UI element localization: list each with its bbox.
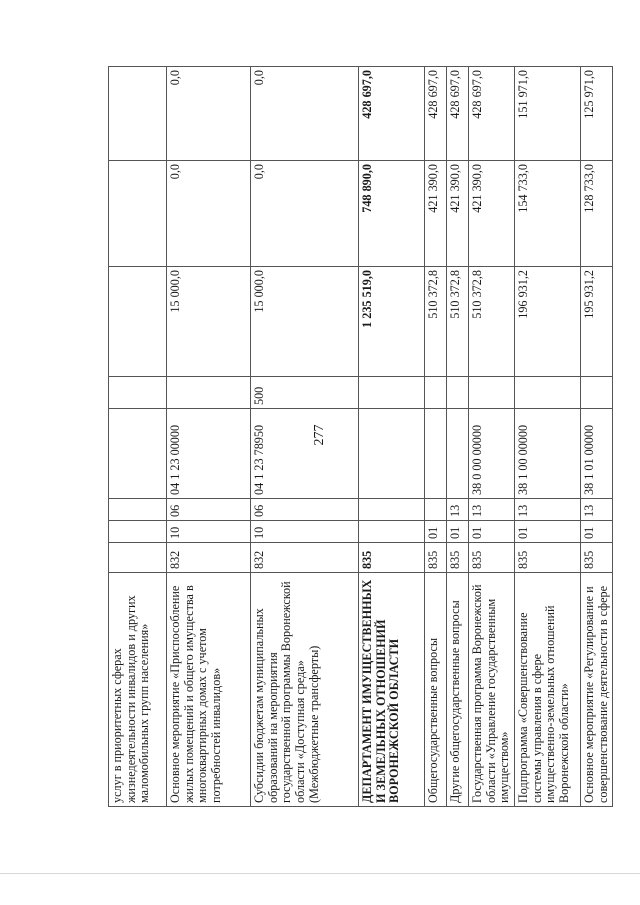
row-value-2020-cell: 428 697,0 [469,67,515,161]
budget-table [108,66,613,807]
row-value-2018-cell: 510 372,8 [469,267,515,377]
table-row [580,67,612,807]
row-name-cell: Основное мероприятие «Регулирование и совершенствование деятельности в сфере [580,573,612,807]
row-rz-cell: 01 [425,521,447,543]
table-row [251,67,359,807]
row-vr-cell [167,377,251,409]
row-csr-cell: 04 1 23 78950 [251,409,359,499]
table-row [167,67,251,807]
row-pr-cell: 06 [167,499,251,521]
row-value-2018-cell [109,267,167,377]
row-value-2019-cell: 128 733,0 [580,161,612,267]
row-vr-cell [469,377,515,409]
row-value-2019-cell: 421 390,0 [425,161,447,267]
table-row [447,67,469,807]
row-value-2018-cell: 15 000,0 [251,267,359,377]
row-value-2020-cell [109,67,167,161]
table-row [425,67,447,807]
table-row [109,67,167,807]
row-value-2018-cell: 510 372,8 [447,267,469,377]
row-csr-cell [425,409,447,499]
row-gr-cell: 835 [447,543,469,573]
row-rz-cell: 01 [580,521,612,543]
row-value-2020-cell: 428 697,0 [359,67,425,161]
row-csr-cell [359,409,425,499]
row-value-2020-cell: 428 697,0 [425,67,447,161]
row-csr-cell: 38 1 00 00000 [514,409,580,499]
row-gr-cell: 832 [251,543,359,573]
row-gr-cell: 835 [359,543,425,573]
row-value-2018-cell: 510 372,8 [425,267,447,377]
row-value-2019-cell: 748 890,0 [359,161,425,267]
row-value-2020-cell: 125 971,0 [580,67,612,161]
page-number: 277 [312,424,327,446]
row-value-2020-cell: 0,0 [167,67,251,161]
row-name-cell: Подпрограмма «Совершенствование системы управления в сфере имущественно-земельных отношений Воронежской области» [514,573,580,807]
row-vr-cell [514,377,580,409]
row-name-cell: услуг в приоритетных сферах жизнедеятельности инвалидов и других маломобильных групп населения» [109,573,167,807]
row-name-cell: Другие общегосударственные вопросы [447,573,469,807]
row-pr-cell [359,499,425,521]
row-pr-cell: 06 [251,499,359,521]
row-name-cell: Государственная программа Воронежской области «Управление государственным имуществом» [469,573,515,807]
row-rz-cell: 01 [514,521,580,543]
row-pr-cell [425,499,447,521]
row-gr-cell: 835 [514,543,580,573]
row-value-2019-cell: 421 390,0 [447,161,469,267]
row-gr-cell [109,543,167,573]
row-gr-cell: 835 [469,543,515,573]
row-gr-cell: 832 [167,543,251,573]
row-csr-cell [447,409,469,499]
row-value-2020-cell: 0,0 [251,67,359,161]
row-vr-cell [425,377,447,409]
row-value-2019-cell [109,161,167,267]
row-rz-cell [109,521,167,543]
row-vr-cell [109,377,167,409]
row-value-2018-cell: 1 235 519,0 [359,267,425,377]
row-pr-cell: 13 [469,499,515,521]
table-row [514,67,580,807]
row-pr-cell [109,499,167,521]
row-name-cell: Основное мероприятие «Приспособление жилых помещений и общего имущества в многоквартирных домах с учетом потребностей инвалидов» [167,573,251,807]
row-rz-cell: 01 [469,521,515,543]
row-value-2018-cell: 196 931,2 [514,267,580,377]
row-gr-cell: 835 [425,543,447,573]
row-value-2019-cell: 0,0 [251,161,359,267]
row-rz-cell: 10 [167,521,251,543]
row-gr-cell: 835 [580,543,612,573]
row-value-2018-cell: 195 931,2 [580,267,612,377]
row-csr-cell: 04 1 23 00000 [167,409,251,499]
row-vr-cell: 500 [251,377,359,409]
row-name-cell: ДЕПАРТАМЕНТ ИМУЩЕСТВЕННЫХ И ЗЕМЕЛЬНЫХ ОТНОШЕНИЙ ВОРОНЕЖСКОЙ ОБЛАСТИ [359,573,425,807]
table-row [359,67,425,807]
row-rz-cell: 01 [447,521,469,543]
row-name-cell: Общегосударственные вопросы [425,573,447,807]
row-pr-cell: 13 [514,499,580,521]
bottom-rule [0,873,640,874]
row-value-2019-cell: 0,0 [167,161,251,267]
row-rz-cell: 10 [251,521,359,543]
row-value-2019-cell: 154 733,0 [514,161,580,267]
row-csr-cell [109,409,167,499]
row-rz-cell [359,521,425,543]
rotated-budget-table [108,67,610,807]
table-row [469,67,515,807]
row-value-2018-cell: 15 000,0 [167,267,251,377]
row-pr-cell: 13 [447,499,469,521]
row-value-2020-cell: 151 971,0 [514,67,580,161]
row-vr-cell [447,377,469,409]
row-value-2020-cell: 428 697,0 [447,67,469,161]
row-vr-cell [580,377,612,409]
row-name-cell: Субсидии бюджетам муниципальных образований на мероприятия государственной программы Воронежской области «Доступная среда» (Межбюджетные трансферты) [251,573,359,807]
row-pr-cell: 13 [580,499,612,521]
row-value-2019-cell: 421 390,0 [469,161,515,267]
row-vr-cell [359,377,425,409]
row-csr-cell: 38 0 00 00000 [469,409,515,499]
row-csr-cell: 38 1 01 00000 [580,409,612,499]
